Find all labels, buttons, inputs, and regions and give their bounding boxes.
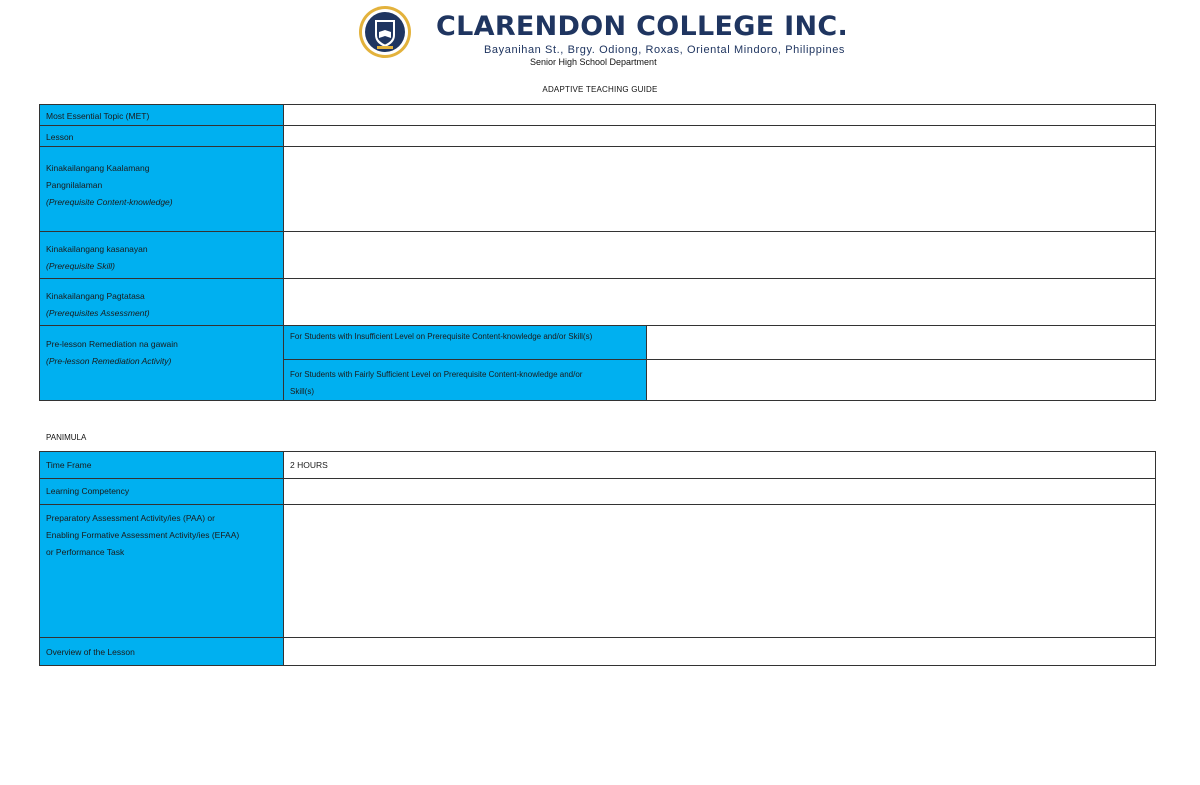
skill-value-cell[interactable] [284,232,1156,279]
remediation-label-en: (Pre-lesson Remediation Activity) [46,356,172,366]
fairly-sufficient-line2: Skill(s) [290,387,314,396]
content-knowledge-label-line2: Pangnilalaman [46,180,103,190]
paa-label [40,505,284,638]
fairly-sufficient-level-label [284,360,647,401]
lesson-label: Lesson [40,126,284,147]
lesson-value-cell[interactable] [284,126,1156,147]
college-seal-icon [358,5,412,59]
table-row [40,452,1156,479]
guide-title: ADAPTIVE TEACHING GUIDE [542,85,658,94]
department-name: Senior High School Department [530,57,657,67]
table-row [40,232,1156,279]
college-address: Bayanihan St., Brgy. Odiong, Roxas, Oriental Mindoro, Philippines [484,44,846,56]
met-label: Most Essential Topic (MET) [40,105,284,126]
content-knowledge-value-cell[interactable] [284,147,1156,232]
competency-value-cell[interactable] [284,479,1156,505]
skill-label [40,232,284,279]
competency-label: Learning Competency [40,479,284,505]
table-row [40,279,1156,326]
fairly-sufficient-line1: For Students with Fairly Sufficient Level on Prerequisite Content-knowledge and/or [290,370,583,379]
content-knowledge-label [40,147,284,232]
remediation-label-line1: Pre-lesson Remediation na gawain [46,339,178,349]
overview-label: Overview of the Lesson [40,638,284,666]
assessment-label-line1: Kinakailangang Pagtatasa [46,291,145,301]
content-knowledge-label-en: (Prerequisite Content-knowledge) [46,197,173,207]
skill-label-en: (Prerequisite Skill) [46,261,115,271]
paa-value-cell[interactable] [284,505,1156,638]
assessment-label-en: (Prerequisites Assessment) [46,308,150,318]
assessment-label [40,279,284,326]
paa-label-line1: Preparatory Assessment Activity/ies (PAA) or [46,513,215,523]
content-knowledge-label-line1: Kinakailangang Kaalamang [46,163,150,173]
assessment-value-cell[interactable] [284,279,1156,326]
table-row [40,126,1156,147]
table-row [40,479,1156,505]
met-value-cell[interactable] [284,105,1156,126]
table-row [40,638,1156,666]
table-row [40,326,1156,360]
prerequisite-table [39,104,1156,401]
table-row [40,147,1156,232]
section-heading: PANIMULA [46,433,87,442]
fairly-sufficient-level-value-cell[interactable] [647,360,1156,401]
time-frame-value[interactable]: 2 HOURS [284,452,1156,479]
time-frame-label: Time Frame [40,452,284,479]
overview-value-cell[interactable] [284,638,1156,666]
table-row [40,505,1156,638]
paa-label-line3: or Performance Task [46,547,125,557]
paa-label-line2: Enabling Formative Assessment Activity/ies (EFAA) [46,530,240,540]
panimula-table [39,451,1156,666]
skill-label-line1: Kinakailangang kasanayan [46,244,148,254]
college-name: CLARENDON COLLEGE INC. [436,11,849,42]
insufficient-level-label: For Students with Insufficient Level on Prerequisite Content-knowledge and/or Skill(s) [284,326,647,360]
remediation-label [40,326,284,401]
insufficient-level-value-cell[interactable] [647,326,1156,360]
table-row [40,105,1156,126]
